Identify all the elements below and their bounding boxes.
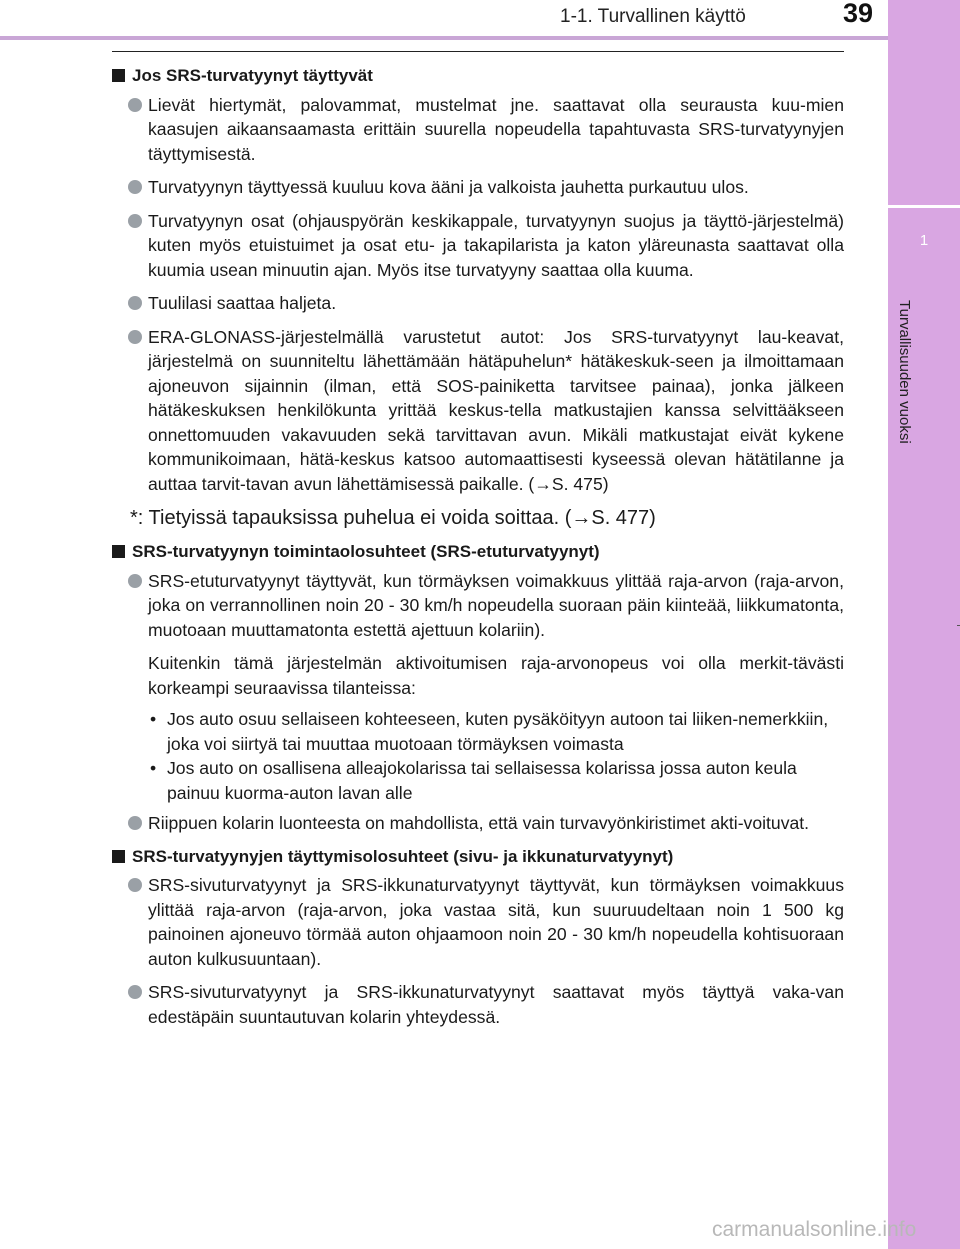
section-heading: SRS-turvatyynyn toimintaolosuhteet (SRS-etuturvatyynyt) bbox=[112, 540, 844, 565]
bullet-item: SRS-etuturvatyynyt täyttyvät, kun törmäyksen voimakkuus ylittää raja-arvon (raja-arvon, joka on verrannollinen noin 20 - 30 km/h nopeudella suoraan päin kiinteää, liikkumatonta, muotoaan muuttamatonta estettä ajettuun kolariin). bbox=[112, 569, 844, 643]
square-bullet-icon bbox=[112, 69, 125, 82]
circle-bullet-icon bbox=[128, 330, 142, 344]
chapter-tab-divider bbox=[888, 205, 960, 208]
section-heading: Jos SRS-turvatyynyt täyttyvät bbox=[112, 64, 844, 89]
bullet-item: Turvatyynyn osat (ohjauspyörän keskikappale, turvatyynyn suojus ja täyttö-järjestelmä) kuten myös etuistuimet ja osat etu- ja takapilarista ja katon yläreunasta saattavat olla kuumia usean minuutin ajan. Myös itse turvatyyny saattaa olla kuuma. bbox=[112, 209, 844, 283]
content-top-rule bbox=[112, 51, 844, 52]
chapter-number: 1 bbox=[919, 232, 929, 249]
bullet-item: Riippuen kolarin luonteesta on mahdollista, että vain turvavyönkiristimet akti-voituvat. bbox=[112, 811, 844, 836]
header-rule bbox=[0, 36, 888, 40]
footnote: *: Tietyissä tapauksissa puhelua ei voida soittaa. (→S. 477) bbox=[130, 507, 656, 529]
section-heading: SRS-turvatyynyjen täyttymisolosuhteet (sivu- ja ikkunaturvatyynyt) bbox=[112, 845, 844, 870]
bullet-item: SRS-sivuturvatyynyt ja SRS-ikkunaturvatyynyt täyttyvät, kun törmäyksen voimakkuus ylittää raja-arvon (raja-arvon, joka vastaa sitä, kun suuruudeltaan noin 1 500 kg painoinen ajoneuvo törmää auton ohjaamoon noin 20 - 30 km/h nopeudella kohtisuoraan auton kulkusuuntaan). bbox=[112, 873, 844, 971]
bullet-item: SRS-sivuturvatyynyt ja SRS-ikkunaturvatyynyt saattavat myös täyttyä vaka-van edestäpäin suuntautuvan kolarin yhteydessä. bbox=[112, 980, 844, 1029]
watermark: carmanualsonline.info bbox=[712, 1218, 917, 1241]
section-title: 1-1. Turvallinen käyttö bbox=[560, 6, 746, 27]
paragraph: Kuitenkin tämä järjestelmän aktivoitumisen raja-arvonopeus voi olla merkit-tävästi korkeampi seuraavissa tilanteissa: bbox=[148, 653, 844, 698]
circle-bullet-icon bbox=[128, 214, 142, 228]
circle-bullet-icon bbox=[128, 878, 142, 892]
page-number: 39 bbox=[843, 0, 874, 28]
square-bullet-icon bbox=[112, 850, 125, 863]
bullet-item: Tuulilasi saattaa haljeta. bbox=[112, 291, 844, 316]
sub-list-item: • Jos auto osuu sellaiseen kohteeseen, kuten pysäköityyn autoon tai liiken-nemerkkiin, joka voi siirtyä tai muuttaa muotoaan törmäyksen voimasta bbox=[150, 709, 829, 754]
chapter-tab bbox=[888, 0, 960, 1249]
bullet-item: ERA-GLONASS-järjestelmällä varustetut autot: Jos SRS-turvatyynyt lau-keavat, järjestelmä on suunniteltu lähettämään hätäpuhelun* hätäkeskuk-seen ja ilmoittamaan ajoneuvon sijainnin (ilman, että SOS-painiketta tarvitsee painaa), jonka jälkeen hätäkeskuksen henkilökunta yrittää keskus-tella matkustajien kanssa selvittääkseen onnettomuuden vakavuuden sekä tarvittavan avun. Mikäli matkustajat eivät kykene kommunikoimaan, hätä-keskus katsoo automaattisesti kyseessä olevan hätätilanne ja auttaa tarvit-tavan avun lähettämisessä paikalle. (→S. 475) bbox=[112, 325, 844, 497]
small-bullet-icon: • bbox=[150, 758, 157, 778]
circle-bullet-icon bbox=[128, 296, 142, 310]
circle-bullet-icon bbox=[128, 98, 142, 112]
page-content bbox=[112, 62, 844, 1038]
bullet-item: Lievät hiertymät, palovammat, mustelmat jne. saattavat olla seurausta kuu-mien kaasujen aikaansaamasta erittäin suurella nopeudella tapahtuvasta SRS-turvatyynyjen täyttymisestä. bbox=[112, 93, 844, 167]
small-bullet-icon: • bbox=[150, 709, 157, 729]
circle-bullet-icon bbox=[128, 574, 142, 588]
circle-bullet-icon bbox=[128, 816, 142, 830]
bullet-item: Turvatyynyn täyttyessä kuuluu kova ääni ja valkoista jauhetta purkautuu ulos. bbox=[112, 175, 844, 200]
chapter-title bbox=[896, 300, 918, 510]
circle-bullet-icon bbox=[128, 985, 142, 999]
sub-list-item: • Jos auto on osallisena alleajokolarissa tai sellaisessa kolarissa jossa auton keula painuu kuorma-auton lavan alle bbox=[150, 758, 797, 803]
square-bullet-icon bbox=[112, 545, 125, 558]
circle-bullet-icon bbox=[128, 180, 142, 194]
chapter-title-text: Turvallisuuden vuoksi bbox=[896, 300, 913, 444]
